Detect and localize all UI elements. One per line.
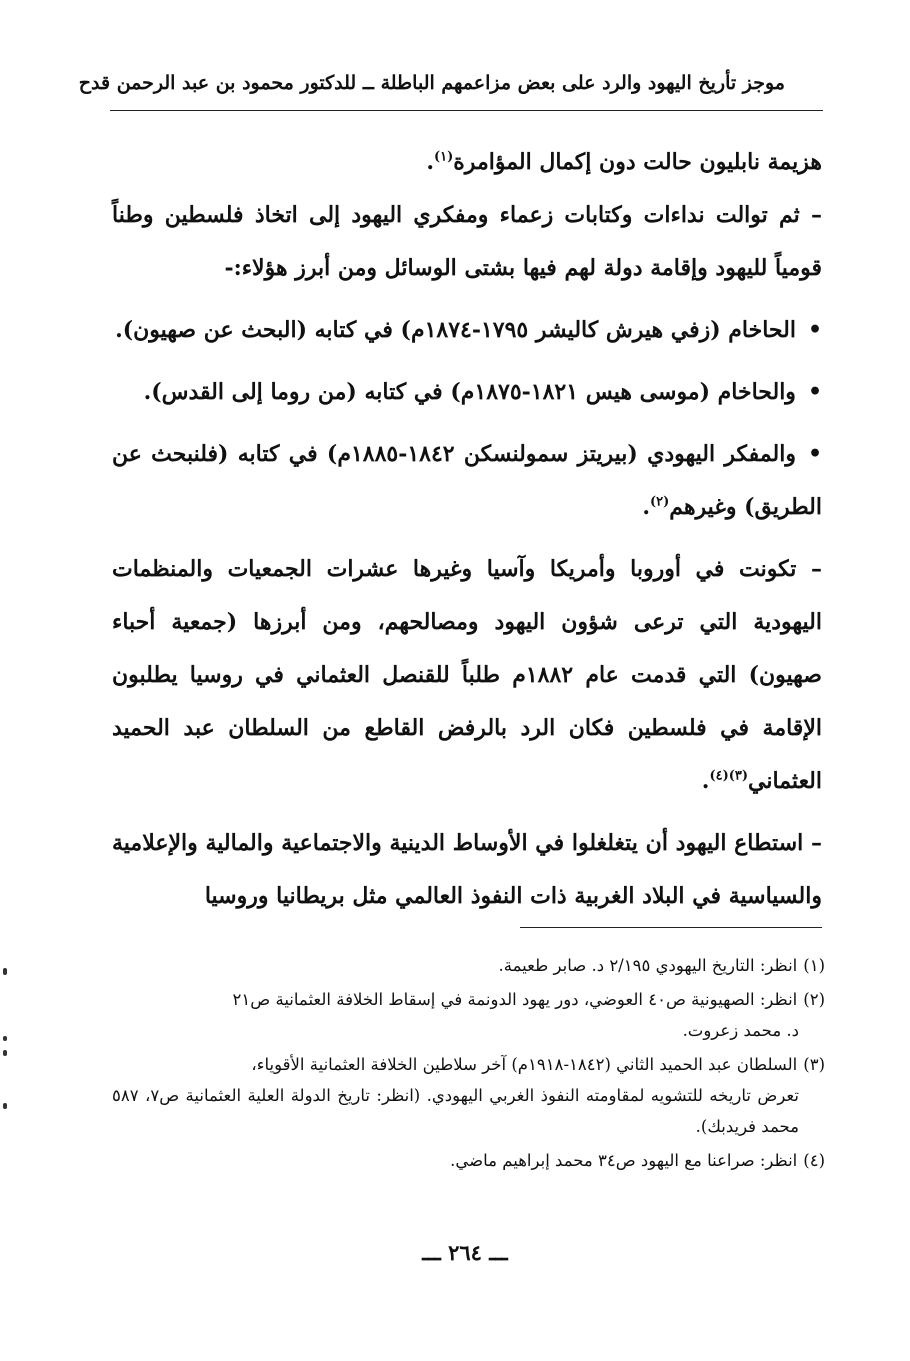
paragraph-3-end: . — [701, 768, 710, 794]
paragraph-4: – استطاع اليهود أن يتغلغلوا في الأوساط الدينية والاجتماعية والمالية والإعلامية والسياسية في البلاد الغربية ذات النفوذ العالمي مثل بريطانيا وروسيا — [112, 830, 822, 909]
footnote-text: انظر: الصهيونية ص٤٠ العوضي، دور يهود الدونمة في إسقاط الخلافة العثمانية ص٢١ — [232, 990, 798, 1009]
bullet-item-1-text: الحاخام (زفي هيرش كاليشر ١٧٩٥-١٨٧٤م) في كتابه (البحث عن صهيون). — [115, 317, 796, 343]
header-rule — [110, 110, 823, 111]
paragraph-3-text: – تكونت في أوروبا وأمريكا وآسيا وغيرها عشرات الجمعيات والمنظمات اليهودية التي ترعى شؤون اليهود ومصالحهم، ومن أبرزها (جمعية أحباء صهيون) التي قدمت عام ١٨٨٢م طلباً للقنصل العثماني في روسيا يطلبون الإقامة في فلسطين فكان الرد بالرفض القاطع من السلطان عبد الحميد العثماني — [112, 556, 822, 794]
bullet-item-3-text: والمفكر اليهودي (بيريتز سمولنسكن ١٨٤٢-١٨٨٥م) في كتابه (فلنبحث عن الطريق) وغيرهم — [112, 441, 822, 520]
footnote-number: (١) — [803, 956, 825, 975]
scan-margin-mark — [3, 1050, 7, 1056]
footnote-continuation: تعرض تاريخه للتشويه لمقاومته النفوذ الغربي اليهودي. (انظر: تاريخ الدولة العلية العثمانية ص٧، ٥٨٧ محمد فريدبك). — [112, 1086, 799, 1136]
footnote-2 — [112, 984, 825, 1046]
footnote-text: انظر: صراعنا مع اليهود ص٣٤ محمد إبراهيم ماضي. — [450, 1151, 798, 1170]
bullet-item-2 — [112, 366, 822, 419]
footnote-number: (٢) — [803, 990, 825, 1009]
bullet-item-3-end: . — [642, 494, 650, 520]
page-number: ـــ ٢٦٤ ـــ — [422, 1240, 508, 1265]
footnote-ref-3-4[interactable]: (٣)(٤) — [709, 768, 749, 784]
bullet-icon: • — [807, 379, 822, 405]
footnote-text: انظر: التاريخ اليهودي ٢/١٩٥ د. صابر طعيمة. — [498, 956, 798, 975]
paragraph-1-end: . — [426, 149, 434, 175]
footnote-text: السلطان عبد الحميد الثاني (١٨٤٢-١٩١٨م) آخر سلاطين الخلافة العثمانية الأقوياء، — [251, 1055, 798, 1074]
main-text — [112, 136, 822, 932]
paragraph-3 — [112, 543, 822, 808]
footnote-rule — [520, 927, 822, 928]
paragraph-1 — [112, 136, 822, 189]
paragraph-2: – ثم توالت نداءات وكتابات زعماء ومفكري اليهود إلى اتخاذ فلسطين وطناً قومياً لليهود وإقامة دولة لهم فيها بشتى الوسائل ومن أبرز هؤلاء:- — [112, 202, 822, 281]
footnote-3 — [112, 1049, 825, 1142]
bullet-icon: • — [807, 317, 822, 343]
paragraph-1-text: هزيمة نابليون حالت دون إكمال المؤامرة — [453, 149, 822, 175]
footnote-number: (٣) — [803, 1055, 825, 1074]
footnote-4 — [112, 1145, 825, 1176]
footnote-ref-1[interactable]: (١) — [433, 149, 454, 165]
footnote-ref-2[interactable]: (٢) — [650, 494, 670, 510]
footnote-continuation: د. محمد زعروت. — [682, 1021, 799, 1040]
running-header: موجز تأريخ اليهود والرد على بعض مزاعمهم الباطلة ــ للدكتور محمود بن عبد الرحمن قدح — [78, 72, 785, 94]
scan-margin-mark — [3, 1103, 7, 1109]
footnote-number: (٤) — [803, 1151, 825, 1170]
bullet-icon: • — [807, 441, 822, 467]
bullet-item-1 — [112, 304, 822, 357]
footnotes — [112, 950, 825, 1179]
bullet-item-3 — [112, 428, 822, 534]
scan-margin-mark — [3, 968, 7, 975]
footnote-1 — [112, 950, 825, 981]
scan-margin-mark — [3, 1036, 7, 1041]
bullet-item-2-text: والحاخام (موسى هيس ١٨٢١-١٨٧٥م) في كتابه (من روما إلى القدس). — [143, 379, 796, 405]
